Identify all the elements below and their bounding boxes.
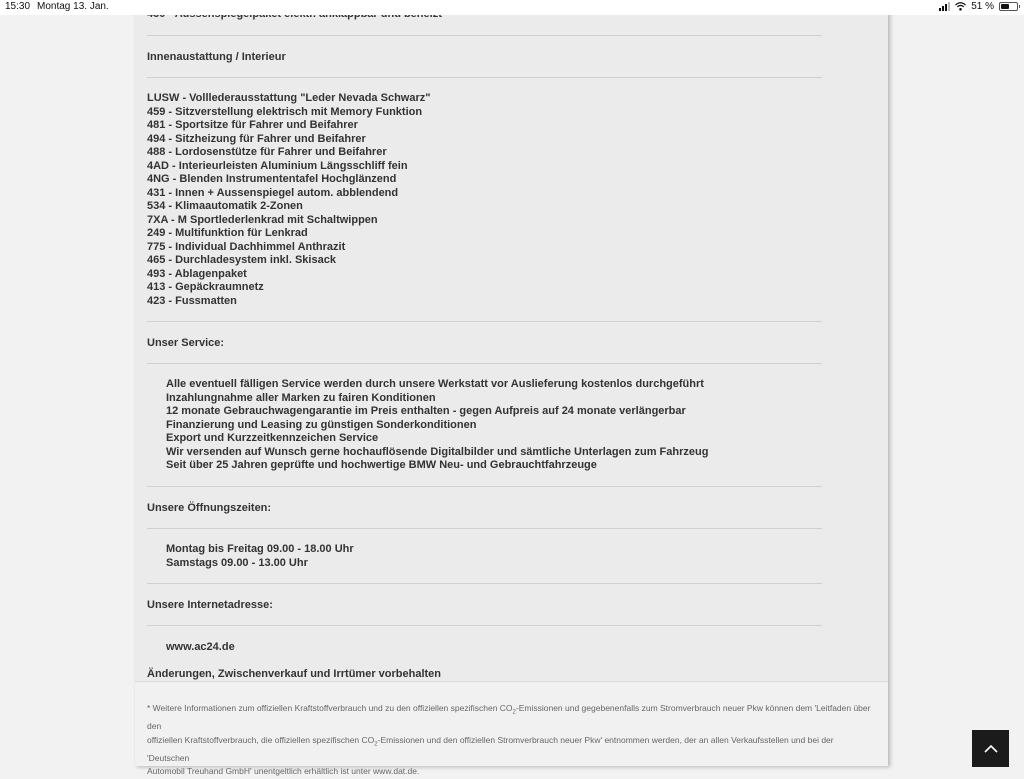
hours-list — [147, 543, 841, 570]
web-list — [147, 641, 841, 655]
divider — [147, 35, 822, 36]
status-indicators — [939, 1, 1018, 12]
battery-icon — [999, 2, 1018, 11]
service-list — [147, 378, 841, 473]
service-item: Export und Kurzzeitkennzeichen Service — [166, 432, 379, 444]
footnote-fragment: * Weitere Informationen zum offiziellen Kraftstoffverbrauch und zu den offiziellen spezifischen CO — [147, 703, 513, 713]
divider — [147, 321, 822, 322]
web-heading: Unsere Internetadresse: — [147, 599, 273, 611]
status-date: Montag 13. Jan. — [37, 1, 109, 12]
interior-item: LUSW - Volllederausstattung "Leder Nevada Schwarz" — [147, 92, 431, 104]
hours-heading: Unsere Öffnungszeiten: — [147, 502, 272, 514]
hours-item: Samstags 09.00 - 13.00 Uhr — [166, 556, 308, 569]
footnote-fragment: -Emissionen und gegebenenfalls zum Stromverbrauch neuer Pkw können dem 'Leitfaden über den — [147, 703, 871, 732]
interior-item: 459 - Sitzverstellung elektrisch mit Memory Funktion — [147, 105, 423, 118]
interior-item: 4AD - Interieurleisten Aluminium Längsschliff fein — [147, 159, 408, 172]
status-bar — [0, 0, 1024, 15]
interior-item: 534 - Klimaautomatik 2-Zonen — [147, 200, 303, 212]
footnote-fragment: -Emissionen und den offiziellen Stromverbrauch neuer Pkw' entnommen werden, der an allen Verkaufsstellen und bei der 'Deutschen — [147, 734, 834, 763]
interior-item: 494 - Sitzheizung für Fahrer und Beifahrer — [147, 132, 366, 145]
footnote-subscript: 2 — [374, 741, 378, 748]
wifi-icon — [955, 2, 966, 11]
footnote-line: Automobil Treuhand GmbH' unentgeltlich erhältlich ist unter www.dat.de. — [147, 766, 420, 777]
interior-item: 431 - Innen + Aussenspiegel autom. abblendend — [147, 186, 399, 199]
interior-item: 481 - Sportsitze für Fahrer und Beifahrer — [147, 119, 358, 131]
interior-item: 775 - Individual Dachhimmel Anthrazit — [147, 240, 346, 253]
signal-icon — [939, 2, 950, 11]
interior-item: 4NG - Blenden Instrumententafel Hochglänzend — [147, 173, 397, 185]
interior-item: 249 - Multifunktion für Lenkrad — [147, 227, 308, 239]
footnote-text — [147, 702, 872, 779]
interior-item: 7XA - M Sportlederlenkrad mit Schaltwippen — [147, 213, 378, 226]
service-item: 12 monate Gebrauchwagengarantie im Preis enthalten - gegen Aufpreis auf 24 monate verlängerbar — [166, 405, 686, 417]
service-heading: Unser Service: — [147, 337, 225, 349]
divider — [147, 363, 822, 364]
divider — [147, 77, 822, 78]
footnote-subscript: 2 — [512, 709, 516, 716]
divider — [147, 528, 822, 529]
service-item: Alle eventuell fälligen Service werden durch unsere Werkstatt vor Auslieferung kostenlos durchgeführt — [166, 378, 704, 390]
battery-percent: 51 % — [971, 1, 994, 12]
interior-item: 465 - Durchladesystem inkl. Skisack — [147, 254, 336, 266]
listing-card — [135, 0, 888, 777]
service-item: Seit über 25 Jahren geprüfte und hochwertige BMW Neu- und Gebrauchtfahrzeuge — [166, 459, 597, 471]
divider — [147, 486, 822, 487]
footnote-line — [147, 734, 872, 766]
interior-heading: Innenaustattung / Interieur — [147, 51, 286, 63]
footnote-line — [147, 702, 872, 734]
chevron-up-icon — [984, 744, 998, 753]
interior-list — [147, 92, 822, 308]
interior-item: 493 - Ablagenpaket — [147, 267, 247, 280]
footnote-box — [135, 681, 888, 777]
scroll-to-top-button[interactable] — [972, 730, 1009, 767]
status-time: 15:30 — [5, 1, 31, 12]
interior-item: 423 - Fussmatten — [147, 294, 237, 307]
disclaimer: Änderungen, Zwischenverkauf und Irrtümer vorbehalten — [147, 668, 441, 680]
service-item: Inzahlungnahme aller Marken zu fairen Konditionen — [166, 391, 436, 404]
hours-item: Montag bis Freitag 09.00 - 18.00 Uhr — [166, 543, 354, 555]
divider — [147, 625, 822, 626]
service-item: Wir versenden auf Wunsch gerne hochauflösende Digitalbilder und sämtliche Unterlagen zum Fahrzeug — [166, 445, 709, 458]
footnote-fragment: offiziellen Kraftstoffverbrauch, die offiziellen spezifischen CO — [147, 734, 375, 745]
divider — [147, 583, 822, 584]
website-link[interactable]: www.ac24.de — [166, 641, 235, 653]
interior-item: 488 - Lordosenstütze für Fahrer und Beifahrer — [147, 146, 387, 158]
service-item: Finanzierung und Leasing zu günstigen Sonderkonditionen — [166, 418, 477, 431]
interior-item: 413 - Gepäckraumnetz — [147, 281, 264, 293]
